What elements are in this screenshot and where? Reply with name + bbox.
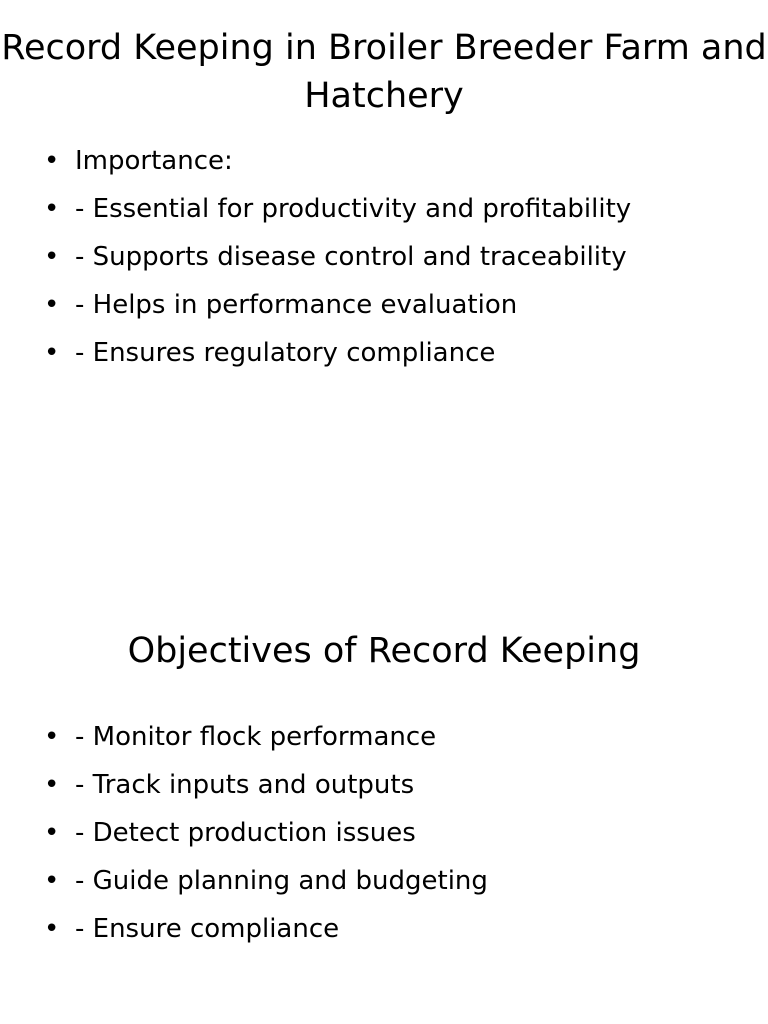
bullet-item [44, 329, 744, 377]
bullet-item [44, 905, 744, 953]
bullet-item [44, 809, 744, 857]
slide-2 [0, 512, 768, 1024]
bullet-dot-icon: • [44, 338, 60, 368]
bullet-text: - Monitor flock performance [75, 722, 437, 752]
bullet-text: Importance: [75, 146, 233, 176]
bullet-item [44, 185, 744, 233]
bullet-dot-icon: • [44, 914, 60, 944]
bullet-text: - Essential for productivity and profitability [75, 194, 632, 224]
bullet-dot-icon: • [44, 770, 60, 800]
bullet-text: - Helps in performance evaluation [75, 290, 518, 320]
bullet-dot-icon: • [44, 866, 60, 896]
bullet-list [44, 713, 744, 953]
bullet-dot-icon: • [44, 722, 60, 752]
bullet-item [44, 857, 744, 905]
bullet-dot-icon: • [44, 194, 60, 224]
bullet-item [44, 281, 744, 329]
bullet-dot-icon: • [44, 290, 60, 320]
bullet-item [44, 713, 744, 761]
bullet-text: - Guide planning and budgeting [75, 866, 488, 896]
bullet-text: - Ensure compliance [75, 914, 340, 944]
bullet-list [44, 137, 744, 377]
bullet-item [44, 137, 744, 185]
bullet-dot-icon: • [44, 242, 60, 272]
bullet-dot-icon: • [44, 818, 60, 848]
slide-title: Record Keeping in Broiler Breeder Farm and Hatchery [1, 28, 767, 116]
bullet-text: - Track inputs and outputs [75, 770, 415, 800]
bullet-item [44, 233, 744, 281]
bullet-item [44, 761, 744, 809]
slide-title: Objectives of Record Keeping [127, 631, 641, 671]
bullet-text: - Ensures regulatory compliance [75, 338, 496, 368]
bullet-text: - Supports disease control and traceability [75, 242, 627, 272]
bullet-dot-icon: • [44, 146, 60, 176]
bullet-text: - Detect production issues [75, 818, 416, 848]
